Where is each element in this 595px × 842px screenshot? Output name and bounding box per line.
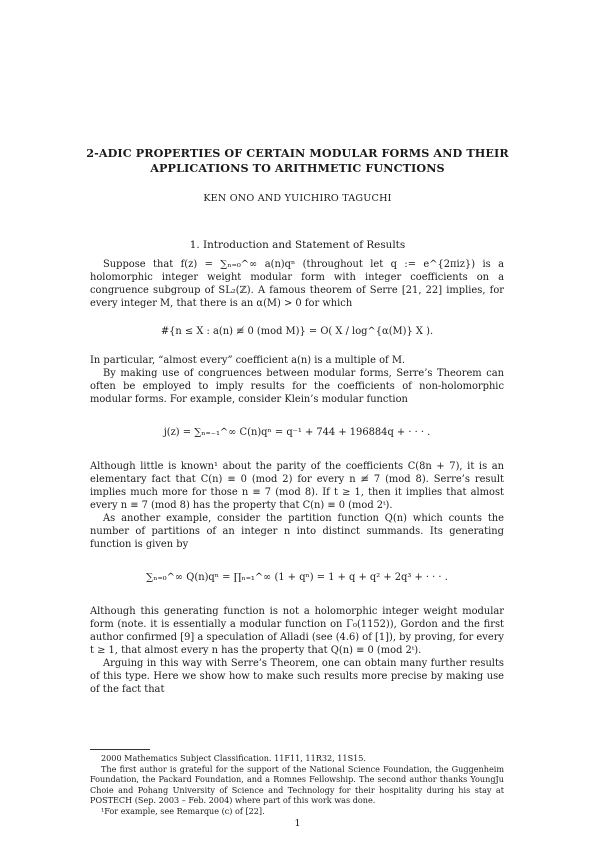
authors: KEN ONO AND YUICHIRO TAGUCHI: [203, 193, 392, 204]
paragraph-2: In particular, “almost every” coefficient a(n) is a multiple of M.: [90, 355, 406, 366]
footnote-acknowledgment: The first author is grateful for the support of the National Science Foundation, the Guggenheim Foundation, the Packard Foundation, and a Romnes Fellowship. The second author thanks YoungJu Choie and Pohang University of Science and Technology for their hospitality during his stay at POSTECH (Sep. 2003 – Feb. 2004) where part of this work was done.: [90, 763, 504, 806]
equation-j-function: j(z) = ∑ₙ₌₋₁^∞ C(n)qⁿ = q⁻¹ + 744 + 196884q + · · · .: [163, 427, 431, 438]
footnote-rule: [90, 749, 150, 750]
title-line-2: APPLICATIONS TO ARITHMETIC FUNCTIONS: [150, 161, 445, 175]
section-heading: 1. Introduction and Statement of Results: [189, 239, 406, 251]
paragraph-7: Arguing in this way with Serre’s Theorem, one can obtain many further results of this type. Here we show how to make such results more precise by making use of the fact that: [90, 658, 504, 695]
body-text: [90, 258, 504, 696]
footnote-1: ¹For example, see Remarque (c) of [22].: [101, 805, 265, 816]
paragraph-5: As another example, consider the partition function Q(n) which counts the number of partitions of an integer n into distinct summands. Its generating function is given by: [90, 513, 504, 550]
equation-partition: ∑ₙ₌₀^∞ Q(n)qⁿ = ∏ₙ₌₁^∞ (1 + qⁿ) = 1 + q + q² + 2q³ + · · · .: [146, 572, 448, 583]
paragraph-3: By making use of congruences between modular forms, Serre’s Theorem can often be employed to imply results for the coefficients of non-holomorphic modular forms. For example, consider Klein’s modular function: [90, 368, 504, 405]
paragraph-4: Although little is known¹ about the parity of the coefficients C(8n + 7), it is an elementary fact that C(n) ≡ 0 (mod 2) for every n ≢ 7 (mod 8). Serre’s result implies much more for those n ≡ 7 (mod 8). If t ≥ 1, then it implies that almost every n ≡ 7 (mod 8) has the property that C(n) ≡ 0 (mod 2ᵗ).: [90, 461, 504, 511]
footnote-msc: 2000 Mathematics Subject Classification. 11F11, 11R32, 11S15.: [101, 753, 366, 763]
paragraph-6: Although this generating function is not a holomorphic integer weight modular form (note. it is essentially a modular function on Γ₀(1152)), Gordon and the first author confirmed [9] a speculation of Alladi (see (4.6) of [1]), by proving, for every t ≥ 1, that almost every n has the property that Q(n) ≡ 0 (mod 2ᵗ).: [90, 606, 504, 656]
title-line-1: 2-ADIC PROPERTIES OF CERTAIN MODULAR FORMS AND THEIR: [86, 146, 509, 160]
equation-serre: #{n ≤ X : a(n) ≢ 0 (mod M)} = O( X / log^{α(M)} X ).: [160, 326, 434, 337]
paper-title: [60, 146, 535, 176]
page-number: 1: [294, 818, 301, 829]
footnotes: [90, 753, 504, 817]
paragraph-1: Suppose that f(z) = ∑ₙ₌₀^∞ a(n)qⁿ (throughout let q := e^{2πiz}) is a holomorphic integer weight modular form with integer coefficients on a congruence subgroup of SL₂(ℤ). A famous theorem of Serre [21, 22] implies, for every integer M, that there is an α(M) > 0 for which: [90, 259, 504, 309]
